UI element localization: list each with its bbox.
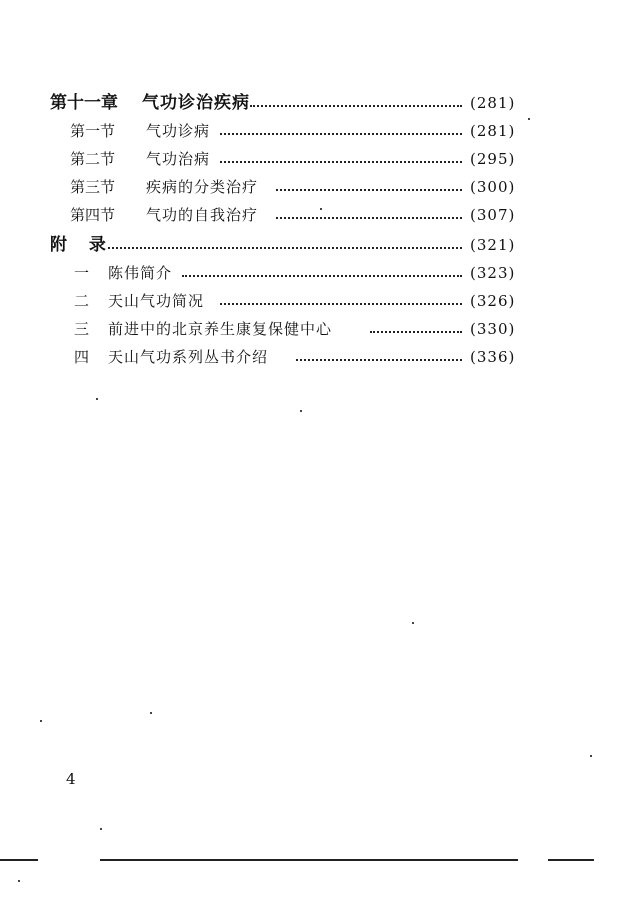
scan-speck xyxy=(320,208,322,210)
toc-section-entry xyxy=(0,148,624,170)
dot-leader xyxy=(250,105,462,107)
scan-speck xyxy=(412,622,414,624)
scan-speck xyxy=(590,755,592,757)
section-page-number: (307) xyxy=(470,206,516,224)
appendix-item-title: 前进中的北京养生康复保健中心 xyxy=(108,320,333,338)
appendix-item-page-number: (323) xyxy=(470,264,516,282)
appendix-item-page-number: (326) xyxy=(470,292,516,310)
section-title: 气功的自我治疗 xyxy=(146,206,259,224)
chapter-page-number: (281) xyxy=(470,94,516,112)
toc-section-entry xyxy=(0,120,624,142)
toc-chapter-entry xyxy=(0,92,624,114)
scan-speck xyxy=(100,828,102,830)
dot-leader xyxy=(220,161,462,163)
section-label: 第一节 xyxy=(70,122,116,140)
section-label: 第四节 xyxy=(70,206,116,224)
dot-leader xyxy=(276,217,462,219)
toc-appendix-item xyxy=(0,290,624,312)
section-page-number: (295) xyxy=(470,150,516,168)
scan-speck xyxy=(150,712,152,714)
section-title: 气功诊病 xyxy=(146,122,211,140)
page-number: 4 xyxy=(66,770,76,788)
section-page-number: (281) xyxy=(470,122,516,140)
appendix-item-title: 天山气功简况 xyxy=(108,292,205,310)
appendix-label: 附 录 xyxy=(50,235,114,255)
section-page-number: (300) xyxy=(470,178,516,196)
appendix-item-page-number: (330) xyxy=(470,320,516,338)
toc-appendix-entry xyxy=(0,234,624,256)
scan-speck xyxy=(18,880,20,882)
dot-leader xyxy=(370,331,462,333)
section-label: 第二节 xyxy=(70,150,116,168)
dot-leader xyxy=(220,133,462,135)
toc-section-entry xyxy=(0,176,624,198)
scan-speck xyxy=(300,410,302,412)
dot-leader xyxy=(220,303,462,305)
dot-leader xyxy=(276,189,462,191)
toc-section-entry xyxy=(0,204,624,226)
appendix-page-number: (321) xyxy=(470,236,516,254)
toc-appendix-item xyxy=(0,318,624,340)
bottom-rule-right xyxy=(548,859,594,861)
scan-speck xyxy=(96,398,98,400)
toc-appendix-item xyxy=(0,262,624,284)
section-label: 第三节 xyxy=(70,178,116,196)
scan-speck xyxy=(40,720,42,722)
chapter-title: 气功诊治疾病 xyxy=(142,93,250,113)
bottom-rule-left xyxy=(0,859,38,861)
appendix-item-label: 四 xyxy=(74,348,90,366)
appendix-item-title: 天山气功系列丛书介绍 xyxy=(108,348,269,366)
appendix-item-label: 一 xyxy=(74,264,90,282)
dot-leader xyxy=(182,275,462,277)
toc-appendix-item xyxy=(0,346,624,368)
appendix-item-label: 二 xyxy=(74,292,90,310)
scan-speck xyxy=(528,118,530,120)
dot-leader xyxy=(296,359,462,361)
chapter-label: 第十一章 xyxy=(50,93,118,113)
section-title: 疾病的分类治疗 xyxy=(146,178,259,196)
appendix-item-label: 三 xyxy=(74,320,90,338)
dot-leader xyxy=(108,247,462,249)
appendix-item-page-number: (336) xyxy=(470,348,516,366)
section-title: 气功治病 xyxy=(146,150,211,168)
bottom-rule-middle xyxy=(100,859,518,861)
appendix-item-title: 陈伟简介 xyxy=(108,264,173,282)
